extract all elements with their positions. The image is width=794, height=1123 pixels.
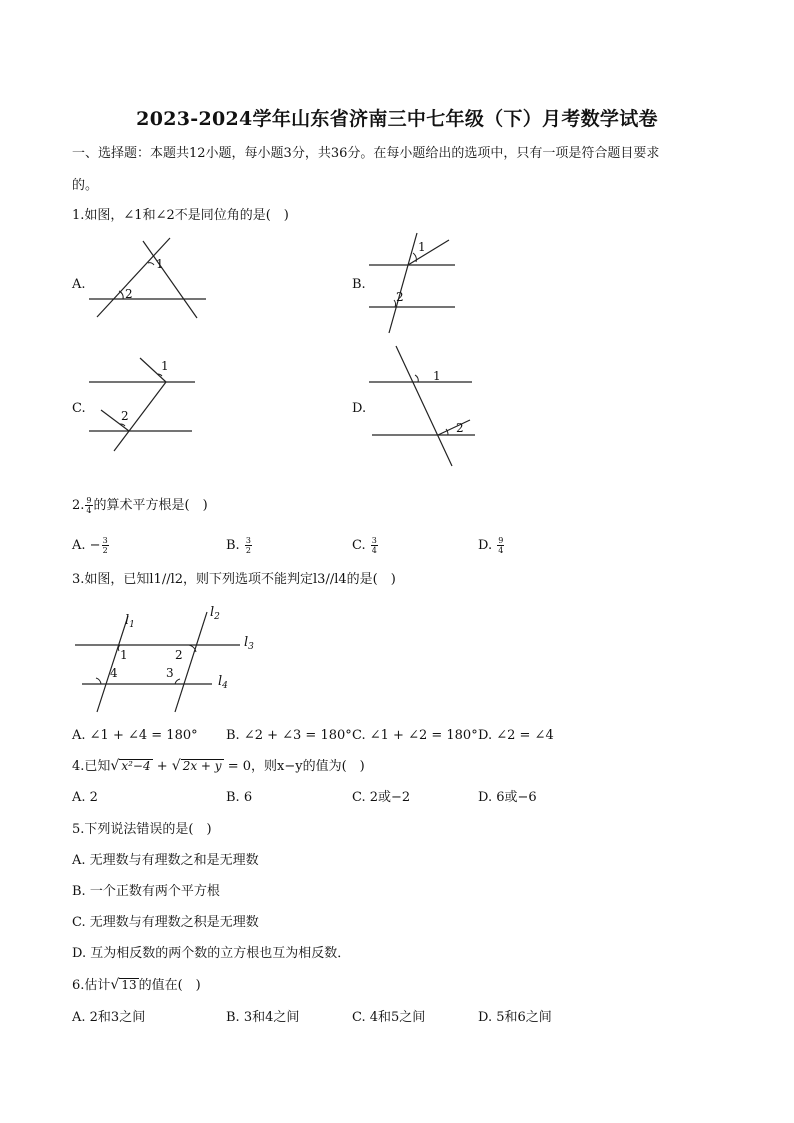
q3-angle-label-3: 3 <box>166 666 174 680</box>
fig-d-ray <box>438 420 470 435</box>
q5-option-b[interactable]: B. 一个正数有两个平方根 <box>72 884 220 899</box>
q6-option-d[interactable]: D. 5和6之间 <box>478 1010 552 1025</box>
fig-c-label-1: 1 <box>161 359 169 373</box>
q1-option-d[interactable]: D. <box>352 401 367 416</box>
q5-option-d[interactable]: D. 互为相反数的两个数的立方根也互为相反数． <box>72 946 351 961</box>
q4-option-c[interactable]: C. 2或−2 <box>352 790 411 805</box>
q3-option-b[interactable]: B. ∠2 + ∠3 = 180° <box>226 728 352 743</box>
q3-label-l1: $l_1$ <box>125 613 135 630</box>
q3-angle-label-2: 2 <box>175 648 183 662</box>
q3-angle-arc-3 <box>175 679 180 684</box>
q1-option-c[interactable]: C. <box>72 401 86 416</box>
q1-option-b[interactable]: B. <box>352 277 366 292</box>
q4-root-2: 2x + y <box>182 759 222 773</box>
q1-figure-c <box>86 352 201 457</box>
q4-stem: 4.已知√ x²−4 + √ 2x + y = 0，则x−y的值为( ) <box>72 758 365 774</box>
q3-label-l3: $l_3$ <box>244 635 254 652</box>
q6-option-b[interactable]: B. 3和4之间 <box>226 1010 300 1025</box>
q3-angle-arc-4 <box>96 678 101 684</box>
q3-line-l1 <box>97 616 128 712</box>
q1-figure-a <box>85 235 215 325</box>
fig-d-label-1: 1 <box>433 369 441 383</box>
section-heading-line1: 一、选择题：本题共12小题，每小题3分，共36分。在每小题给出的选项中，只有一项是符合题目要求 <box>72 146 660 161</box>
fig-a-transversal-2 <box>143 241 197 318</box>
q3-angle-label-1: 1 <box>120 648 128 662</box>
q3-option-d[interactable]: D. ∠2 = ∠4 <box>478 728 554 743</box>
q1-figure-b <box>365 228 465 338</box>
fig-d-transversal <box>396 346 452 466</box>
q6-root: 13 <box>121 978 137 992</box>
q3-label-l2: $l_2$ <box>210 605 220 622</box>
fig-b-transversal <box>389 233 417 333</box>
page-title: 2023-2024学年山东省济南三中七年级（下）月考数学试卷 <box>136 108 658 130</box>
q3-option-a[interactable]: A. ∠1 + ∠4 = 180° <box>72 728 198 743</box>
q2-option-c[interactable]: C. $\frac{3}{4}$ <box>352 536 377 555</box>
fig-b-label-1: 1 <box>418 240 426 254</box>
section-heading-line2: 的。 <box>72 178 99 193</box>
q3-stem: 3.如图，已知l1//l2，则下列选项不能判定l3//l4的是( ) <box>72 572 396 587</box>
q5-option-a[interactable]: A. 无理数与有理数之和是无理数 <box>72 853 259 868</box>
q4-option-a[interactable]: A. 2 <box>72 790 98 805</box>
q2-option-a[interactable]: A. − $\frac{3}{2}$ <box>72 536 108 555</box>
fig-a-label-1: 1 <box>156 257 164 271</box>
q5-option-c[interactable]: C. 无理数与有理数之积是无理数 <box>72 915 259 930</box>
q6-option-a[interactable]: A. 2和3之间 <box>72 1010 146 1025</box>
fig-d-angle-arc-1 <box>415 375 418 382</box>
q4-option-d[interactable]: D. 6或−6 <box>478 790 537 805</box>
q1-option-a[interactable]: A. <box>72 277 86 292</box>
fig-a-label-2: 2 <box>125 287 133 301</box>
q2-fraction: $\frac{9}{4}$ <box>86 496 92 515</box>
q5-stem: 5.下列说法错误的是( ) <box>72 822 212 837</box>
q3-label-l4: $l_4$ <box>218 674 228 691</box>
q2-stem: 2. $\frac{9}{4}$ 的算术平方根是( ) <box>72 496 208 515</box>
q6-stem: 6.估计√ 13 的值在( ) <box>72 977 201 993</box>
fig-c-label-2: 2 <box>121 409 129 423</box>
q1-figure-d <box>366 343 481 473</box>
q2-option-b[interactable]: B. $\frac{3}{2}$ <box>226 536 251 555</box>
q6-option-c[interactable]: C. 4和5之间 <box>352 1010 426 1025</box>
fig-a-angle-arc-1 <box>148 263 154 265</box>
q4-option-b[interactable]: B. 6 <box>226 790 253 805</box>
q2-option-d[interactable]: D. $\frac{9}{4}$ <box>478 536 504 555</box>
q3-line-l2 <box>175 612 207 712</box>
fig-d-label-2: 2 <box>456 421 464 435</box>
fig-a-transversal-1 <box>97 238 170 317</box>
q3-angle-label-4: 4 <box>110 666 118 680</box>
fig-b-label-2: 2 <box>396 290 404 304</box>
q3-figure <box>72 600 272 720</box>
q3-option-c[interactable]: C. ∠1 + ∠2 = 180° <box>352 728 478 743</box>
q4-root-1: x²−4 <box>121 759 151 773</box>
q1-stem: 1.如图，∠1和∠2不是同位角的是( ) <box>72 208 289 223</box>
